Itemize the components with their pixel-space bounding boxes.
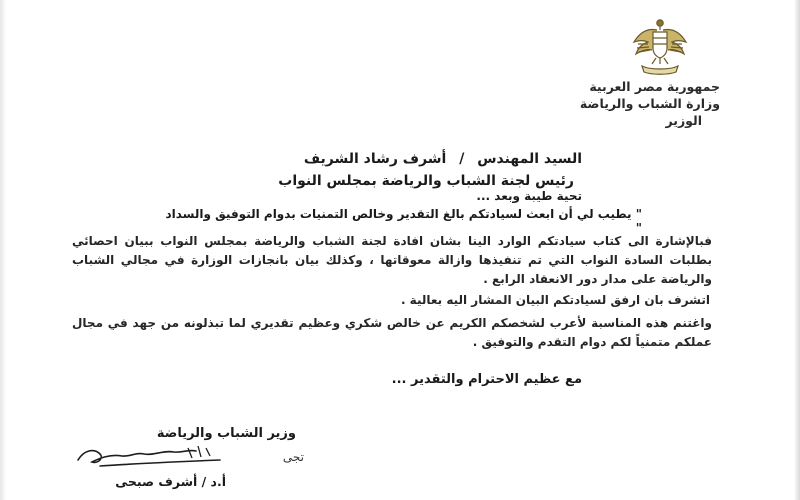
initial-mark: تجى bbox=[282, 450, 304, 464]
scan-edge-left bbox=[0, 0, 6, 500]
letter-body bbox=[72, 232, 712, 352]
recipient-name-line bbox=[182, 148, 582, 170]
greeting: تحية طيبة وبعد ... bbox=[476, 189, 582, 203]
letterhead-country: جمهورية مصر العربية bbox=[589, 79, 720, 94]
eagle-emblem-icon bbox=[630, 14, 690, 76]
recipient-position: رئيس لجنة الشباب والرياضة بمجلس النواب bbox=[278, 173, 574, 189]
signature-name: أ.د / أشرف صبحى bbox=[115, 474, 226, 489]
recipient-title-prefix: السيد المهندس bbox=[477, 151, 582, 167]
opening-quote: " يطيب لي أن ابعث لسيادتكم بالغ التقدير وخالص التمنيات بدوام التوفيق والسداد " bbox=[165, 207, 642, 235]
recipient-separator: / bbox=[459, 151, 465, 167]
body-paragraph-3: واغتنم هذه المناسبة لأعرب لشخصكم الكريم عن خالص شكري وعظيم تقديري لما تبذلونه من جهد في مجال عملكم متمنياً لكم دوام التقدم والتوفيق . bbox=[72, 316, 712, 349]
letterhead-office: الوزير bbox=[665, 113, 702, 128]
closing-regards: مع عظيم الاحترام والتقدير ... bbox=[391, 372, 582, 387]
scan-edge-right bbox=[794, 0, 800, 500]
letterhead-ministry: وزارة الشباب والرياضة bbox=[579, 96, 720, 111]
body-paragraph-2: اتشرف بان ارفق لسيادتكم البيان المشار اليه بعالية . bbox=[400, 293, 710, 307]
recipient-name: أشرف رشاد الشريف bbox=[303, 151, 447, 167]
handwritten-signature-icon bbox=[70, 440, 240, 474]
recipient-block bbox=[182, 148, 582, 192]
body-paragraph-1: فبالإشارة الى كتاب سيادتكم الوارد الينا بشان افادة لجنة الشباب والرياضة بمجلس النواب ببيان احصائي بطلبات السادة النواب التي تم تنفيذها وازالة معوقاتها ، وكذلك بيان بانجازات الوزارة في مجالي الشباب والرياضة على مدار دور الانعقاد الرابع . bbox=[72, 234, 712, 286]
letterhead bbox=[520, 78, 720, 129]
signature-title: وزير الشباب والرياضة bbox=[156, 426, 296, 441]
